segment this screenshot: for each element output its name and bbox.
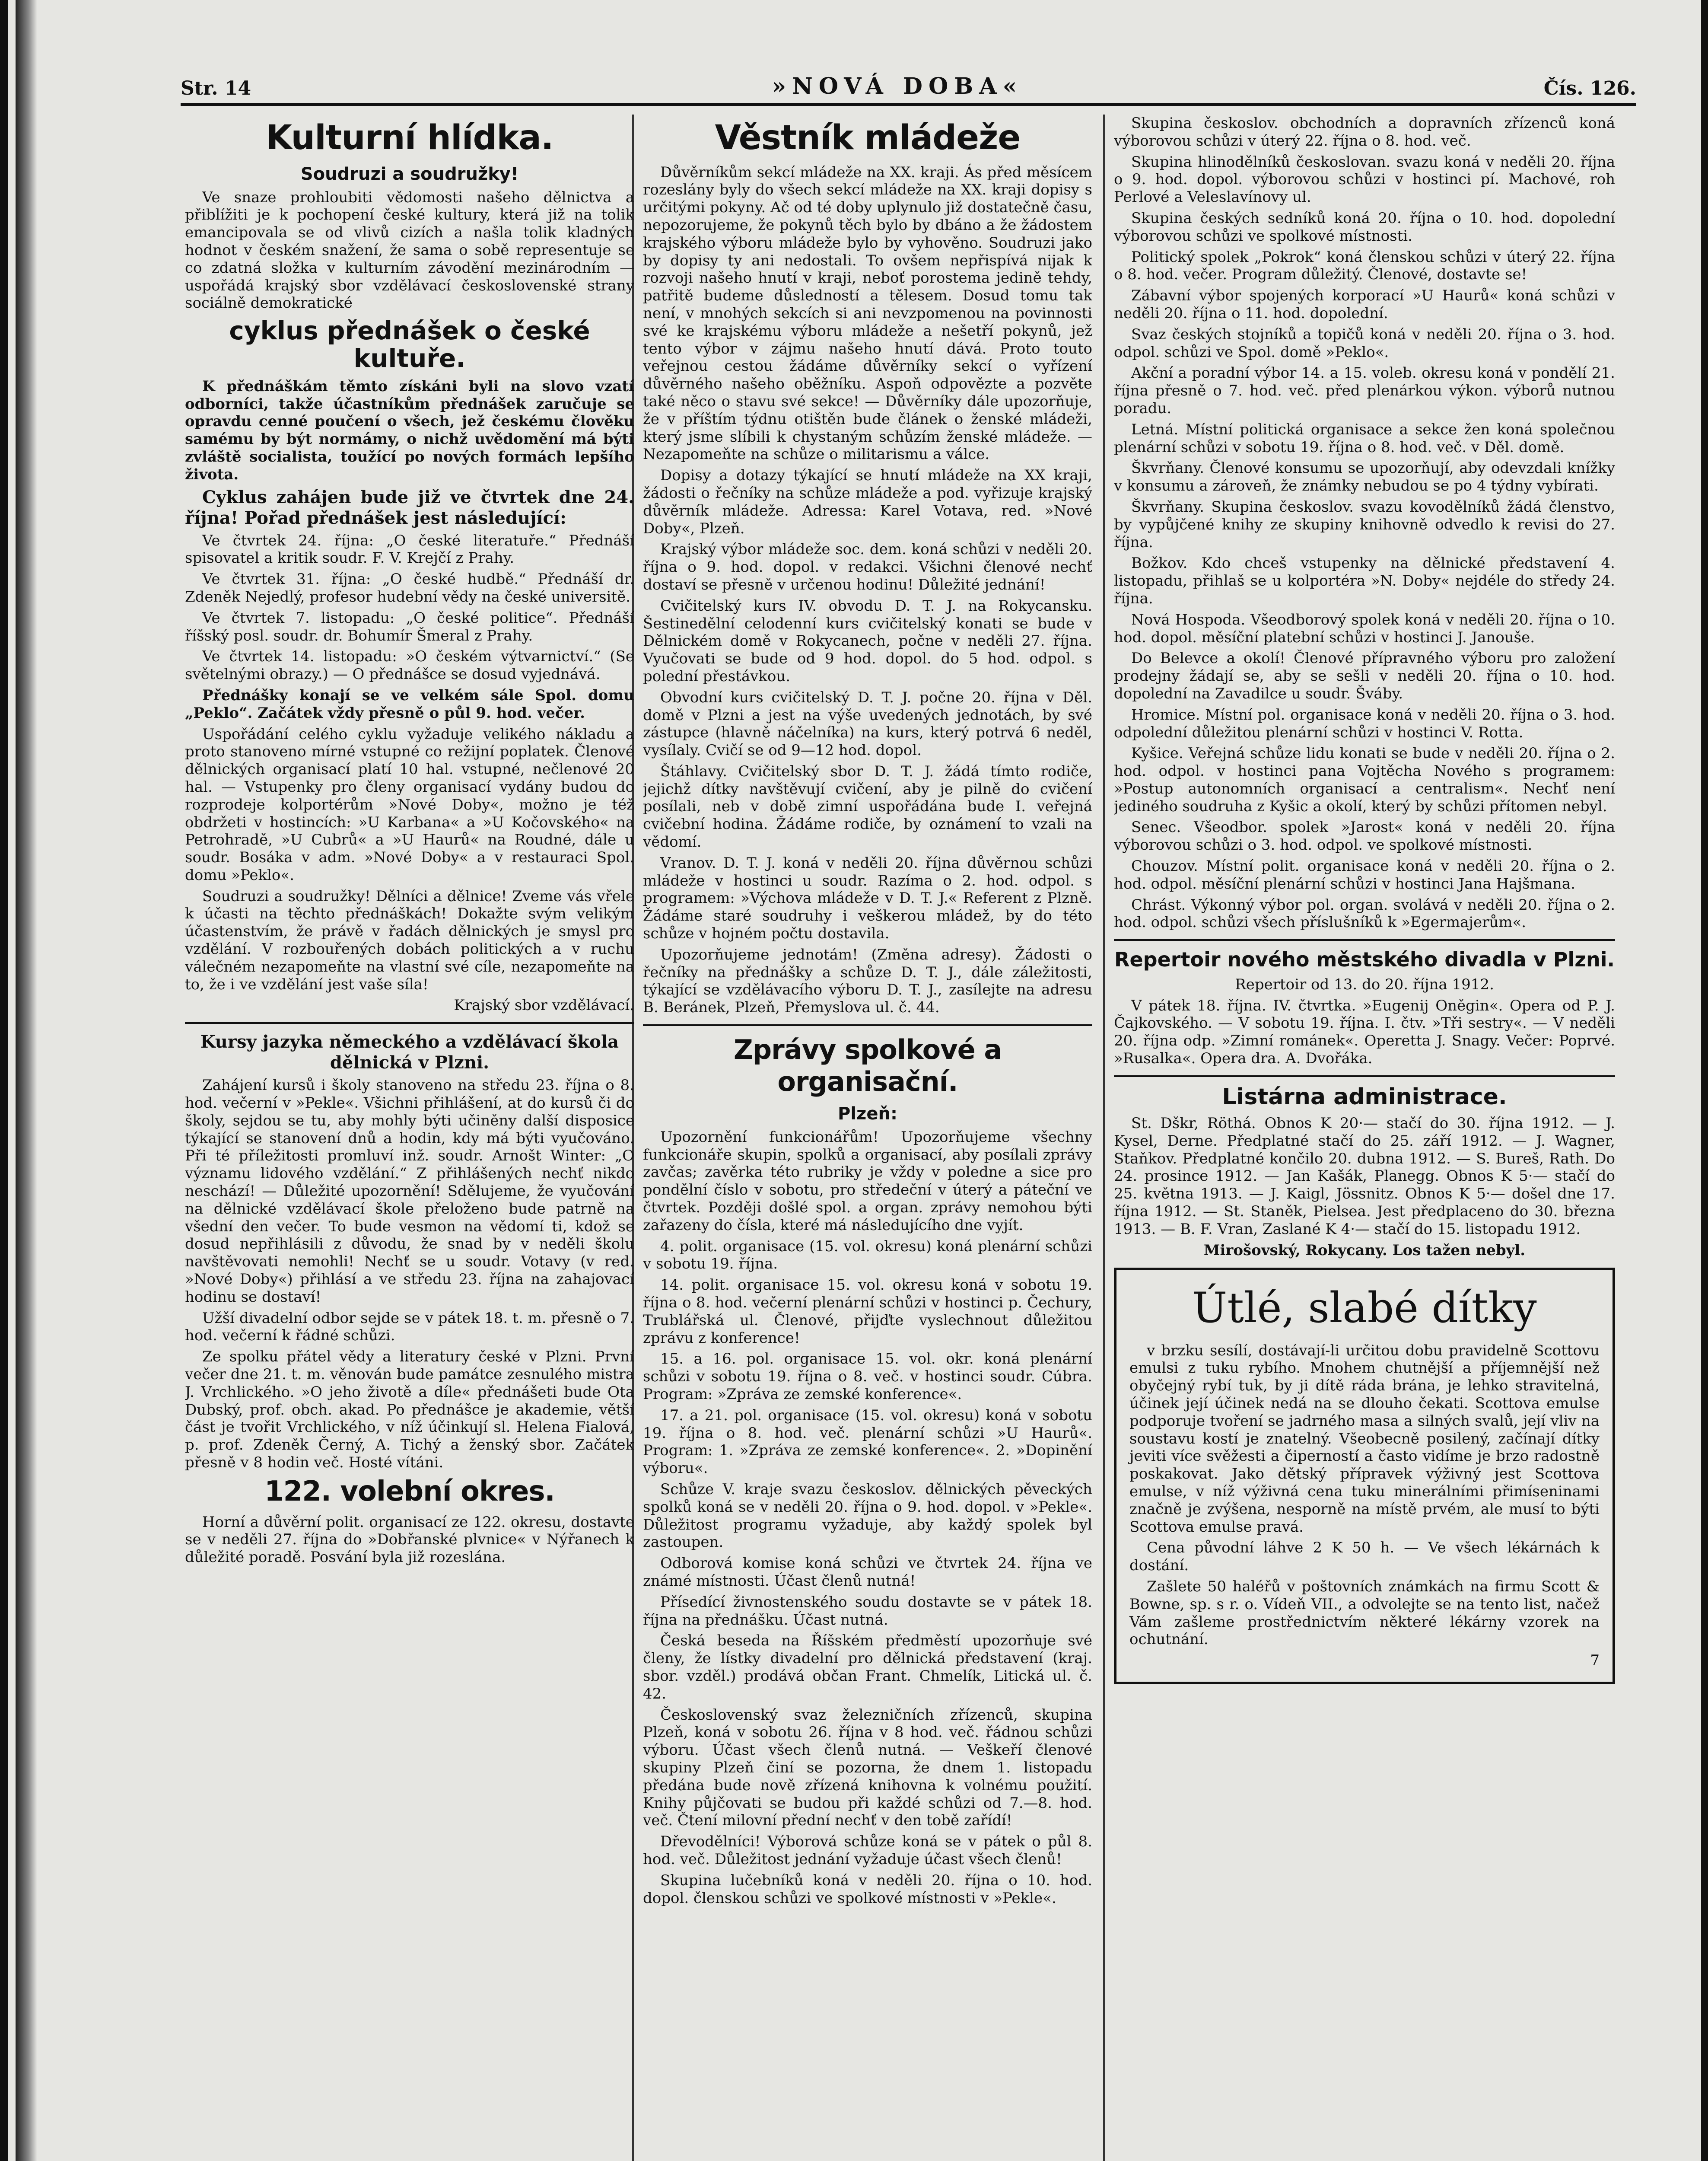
- ad-text: Zašlete 50 haléřů v poštovních známkách na firmu Scott & Bowne, sp. s r. o. Vídeň VII., a odvolejte se na tento list, načež Vám zašleme prostřednictvím některé lékárny vzorek na ochutnání.: [1129, 1578, 1600, 1648]
- paragraph: 15. a 16. pol. organisace 15. vol. okr. koná plenární schůzi v sobotu 19. října o 8. več. v hostinci soudr. Cúbra. Program: »Zpráva ze zemské konference«.: [643, 1350, 1092, 1403]
- subheading-plzen: Plzeň:: [838, 1103, 897, 1124]
- paragraph: Soudruzi a soudružky! Dělníci a dělnice! Zveme vás vřele k účasti na těchto přednáškách! Dokažte svým velikým účastenstvím, že právě v řadách dělnických je smysl pro vzdělání. V rozbouřených dobách politických a v ruchu válečném nezapomeňte na vlastní své cíle, nezapomeňte na to, že i ve vzdělání jest vaše síla!: [185, 887, 634, 993]
- lecture-item: Ve čtvrtek 14. listopadu: »O českém výtvarnictví.“ (Se světelnými obrazy.) — O přednášce se dosud vyjednává.: [185, 648, 634, 683]
- lecture-item: Ve čtvrtek 24. října: „O české literatuře.“ Přednáší spisovatel a kritik soudr. F. V. Krejčí z Prahy.: [185, 532, 634, 567]
- paragraph: Československý svaz železničních zřízenců, skupina Plzeň, koná v sobotu 26. října v 8 hod. več. řádnou schůzi výboru. Účast všech členů nutná. — Veškeří členové skupiny Plzeň činí se pozorna, že dnem 1. listopadu předána bude nově zřízená knihovna k volnému použití. Knihy půjčovati se budou při každé schůzi od 7.—8. hod. več. Čtení milovní přední nechť v den tobě zařídí!: [643, 1706, 1092, 1830]
- heading-listarna: Listárna administrace.: [1222, 1084, 1507, 1110]
- heading-repertoir: Repertoir nového městského divadla v Plzni.: [1114, 948, 1615, 972]
- paragraph: Nová Hospoda. Všeodborový spolek koná v neděli 20. října o 10. hod. dopol. měsíční platební schůzi v hostinci J. Janouše.: [1114, 611, 1615, 646]
- paragraph: Vranov. D. T. J. koná v neděli 20. října důvěrnou schůzi mládeže v hostinci u soudr. Razíma o 2. hod. odpol. s programem: »Výchova mládeže v D. T. J.« Referent z Plzně. Žádáme staré soudruhy i veškerou mládež, by do této schůze v hojném počtu dostavila.: [643, 854, 1092, 943]
- paragraph: 14. polit. organisace 15. vol. okresu koná v sobotu 19. října o 8. hod. večerní plenární schůzi v hostinci p. Čechury, Trublářská ul. Členové, přijďte vyslechnout důležitou zprávu z konference!: [643, 1276, 1092, 1347]
- page-number: Str. 14: [181, 77, 251, 99]
- paragraph: K přednáškám těmto získáni byli na slovo vzatí odborníci, takže účastníkům přednášek zaručuje se opravdu cenné poučení o všech, jež českému člověku samému by být normámy, o nichž uvědomění má býti zvláště socialista, toužící po nových formách lepšího života.: [185, 377, 634, 483]
- divider: [1114, 1075, 1615, 1077]
- newspaper-title: »NOVÁ DOBA«: [772, 73, 1023, 99]
- paragraph: Česká beseda na Říšském předměstí upozorňuje své členy, že lístky divadelní pro dělnická představení (kraj. sbor. vzděl.) prodává občan Frant. Chmelík, Litická ul. č. 42.: [643, 1632, 1092, 1702]
- ad-title: Útlé, slabé dítky: [1192, 1284, 1537, 1332]
- section-title-zpravy-spolkove: Zprávy spolkové a organisační.: [733, 1034, 1002, 1098]
- paragraph: Skupina českoslov. obchodních a dopravních zřízenců koná výborovou schůzi v úterý 22. října o 8. hod. več.: [1114, 115, 1615, 150]
- header-rule: [181, 103, 1636, 106]
- paragraph: Štáhlavy. Cvičitelský sbor D. T. J. žádá tímto rodiče, jejichž dítky navštěvují cvičení, aby je pilně do cvičení posílali, neb v době zimní uspořádána bude I. veřejná cvičební hodina. Žádáme rodiče, by oznámení to vzali na vědomí.: [643, 762, 1092, 851]
- paragraph: Schůze V. kraje svazu českoslov. dělnických pěveckých spolků koná se v neděli 20. října o 9. hod. dopol. v »Pekle«. Důležitost programu vyžaduje, aby každý spolek byl zastoupen.: [643, 1480, 1092, 1551]
- paragraph: Akční a poradní výbor 14. a 15. voleb. okresu koná v pondělí 21. října přesně o 7. hod. več. před plenárkou výkon. výborů nutnou poradu.: [1114, 364, 1615, 417]
- paragraph: Ze spolku přátel vědy a literatury české v Plzni. První večer dne 21. t. m. věnován bude památce zesnulého mistra J. Vrchlického. »O jeho životě a díle« přednášeti bude Ota Dubský, prof. obch. akad. Po přednášce je akademie, větší část je tvořit Vrchlického, v níž účinkují sl. Helena Fialová, p. prof. Zdeněk Černý, A. Tichý a ženský sbor. Začátek přesně v 8 hodin več. Hosté vítáni.: [185, 1348, 634, 1471]
- page-header: [181, 65, 1636, 99]
- ad-text: Cena původní láhve 2 K 50 h. — Ve všech lékárnách k dostání.: [1129, 1539, 1600, 1575]
- column-1: [185, 115, 634, 2161]
- paragraph: Užší divadelní odbor sejde se v pátek 18. t. m. přesně o 7. hod. večerní k řádné schůzi.: [185, 1309, 634, 1345]
- heading-cyklus: cyklus přednášek o české kultuře.: [229, 316, 590, 373]
- paragraph: Chrást. Výkonný výbor pol. organ. svolává v neděli 20. října o 2. hod. odpol. schůzi všech příslušníků k »Egermajerům«.: [1114, 896, 1615, 931]
- paragraph: Důvěrníkům sekcí mládeže na XX. kraji. Ás před měsícem rozeslány byly do všech sekcí mládeže na XX. kraji dopisy s určitými pokyny. Ač od té doby uplynulo již dostatečně času, nepozorujeme, že pokynů těch bylo by dbáno a že žádostem krajského výboru mládeže bylo by vyhověno. Soudruzi jako by dopisy ty ani nedostali. To ovšem nepřispívá nijak k rozvoji našeho hnutí v kraji, neboť porostema jedině tehdy, patřitě budeme důsledností a tělesem. Dosud tomu tak není, v mnohých sekcích si ani nevzpomenou na povinnosti své ke krajskému výboru mládeže a nešetří pokynů, jež tento výbor v zájmu našeho hnutí dává. Proto touto veřejnou cestou žádáme důvěrníky sekcí o vyřízení důvěrného našeho oběžníku. Aspoň odpovězte a pozvěte také něco o stavu své sekce! — Důvěrníky dále upozorňuje, že v příštím týdnu otištěn bude článek o ženské mládeži, který jsme slíbili k chystaným schůzím ženské mládeže. — Nezapomeňte na schůze o militarismu a válce.: [643, 163, 1092, 463]
- paragraph: Uspořádání celého cyklu vyžaduje velikého nákladu a proto stanoveno mírné vstupné co režijní poplatek. Členové dělnických organisací platí 10 hal. vstupné, nečlenové 20 hal. — Vstupenky pro členy organisací vydány budou do rozprodeje kolportérům »Nové Doby«, možno je též obdržeti v hostincích: »U Karbana« a »U Kočovského« na Petrohradě, »U Cubrů« a »U Haurů« na Roudné, dále u soudr. Bosáka v adm. »Nové Doby« a v restauraci Spol. domu »Peklo«.: [185, 725, 634, 884]
- paragraph: Obvodní kurs cvičitelský D. T. J. počne 20. října v Děl. domě v Plzni a jest na výše uvedených jednotách, by své zástupce (hlavně náčelníka) na kurs, který potrvá 6 neděl, vysílaly. Cvičí se od 9—12 hod. dopol.: [643, 688, 1092, 759]
- paragraph: Dopisy a dotazy týkající se hnutí mládeže na XX kraji, žádosti o řečníky na schůze mládeže a pod. vyřizuje krajský důvěrník mládeže. Adressa: Karel Votava, red. »Nové Doby«, Plzeň.: [643, 467, 1092, 537]
- advertisement-scott-emulsion: [1114, 1268, 1615, 1684]
- issue-number: Čís. 126.: [1543, 77, 1636, 99]
- divider: [643, 1024, 1092, 1026]
- repertoir-dates: Repertoir od 13. do 20. října 1912.: [1235, 975, 1494, 993]
- paragraph: Božkov. Kdo chceš vstupenky na dělnické představení 4. listopadu, přihlaš se u kolportéra »N. Doby« nejdéle do středy 24. října.: [1114, 555, 1615, 607]
- paragraph: Senec. Všeodbor. spolek »Jarost« koná v neděli 20. října výborovou schůzi o 3. hod. odpol. ve spolkové místnosti.: [1114, 819, 1615, 854]
- paragraph: Dřevodělníci! Výborová schůze koná se v pátek o půl 8. hod. več. Důležitost jednání vyžaduje účast všech členů!: [643, 1833, 1092, 1868]
- paragraph: Horní a důvěrní polit. organisací ze 122. okresu, dostavte se v neděli 27. října do »Dobřanské plvnice« v Nýřanech k důležité poradě. Posvání byla již rozeslána.: [185, 1513, 634, 1566]
- paragraph: Chouzov. Místní polit. organisace koná v neděli 20. října o 2. hod. odpol. měsíční plenární schůzi v hostinci Jana Hajšmana.: [1114, 857, 1615, 892]
- paragraph: St. Dškr, Röthá. Obnos K 20·— stačí do 30. října 1912. — J. Kysel, Derne. Předplatné stačí do 25. září 1912. — J. Wagner, Staňkov. Předplatné končilo 20. dubna 1912. — S. Bureš, Rath. Do 24. prosince 1912. — Jan Kašák, Planegg. Obnos K 5·— stačí do 25. května 1913. — J. Kaigl, Jössnitz. Obnos K 5·— došel dne 17. října 1912. — St. Staněk, Pielsea. Jest předplaceno do 30. března 1913. — B. F. Vran, Zaslané K 4·— stačí do 15. listopadu 1912.: [1114, 1115, 1615, 1238]
- column-separator: [1103, 115, 1105, 2161]
- paragraph: Letná. Místní politická organisace a sekce žen koná společnou plenární schůzi v sobotu 19. října o 8. hod. več. v Děl. domě.: [1114, 421, 1615, 456]
- heading-kursy: Kursy jazyka německého a vzdělávací škola dělnická v Plzni.: [200, 1032, 619, 1073]
- section-title-kulturni-hlidka: Kulturní hlídka.: [266, 118, 553, 157]
- column-3: [1114, 115, 1615, 2161]
- scan-edge: [16, 0, 37, 2161]
- section-title-vestnik-mladeze: Věstník mládeže: [715, 118, 1021, 157]
- paragraph: Cyklus zahájen bude již ve čtvrtek dne 24. října! Pořad přednášek jest následující:: [185, 487, 634, 528]
- paragraph: Upozorňujeme jednotám! (Změna adresy). Žádosti o řečníky na přednášky a schůze D. T. J., dále záležitosti, týkající se vzdělávacího výboru D. T. J., zasílejte na adresu B. Beránek, Plzeň, Přemyslova ul. č. 44.: [643, 946, 1092, 1017]
- lecture-item: Ve čtvrtek 7. listopadu: „O české politice“. Přednáší říšský posl. soudr. dr. Bohumír Šmeral z Prahy.: [185, 609, 634, 644]
- paragraph: Cvičitelský kurs IV. obvodu D. T. J. na Rokycansku. Šestinedělní celodenní kurs cvičitelský konati se bude v Dělnickém domě v Rokycanech, počne v neděli 27. října. Vyučovati se bude od 9 hod. dopol. do 5 hod. odpol. s polední přestávkou.: [643, 597, 1092, 685]
- column-2: [643, 115, 1092, 2161]
- paragraph: Skupina lučebníků koná v neděli 20. října o 10. hod. dopol. členskou schůzi ve spolkové místnosti v »Pekle«.: [643, 1871, 1092, 1907]
- paragraph: Skupina českých sedníků koná 20. října o 10. hod. dopolední výborovou schůzi ve spolkové místnosti.: [1114, 209, 1615, 245]
- paragraph: Zahájení kursů i školy stanoveno na středu 23. října o 8. hod. večerní v »Pekle«. Všichni přihlášení, at do kursů či do školy, sejdou se tu, aby mohly býti učiněny další disposice týkající se stanovení dnů a hodin, kdy má býti vyučováno. Při té příležitosti promluví inž. soudr. Arnošt Winter: „O významu lidového vzdělání.“ Z přihlášených nechť nikdo neschází! — Důležité upozornění! Sdělujeme, že vyučování na dělnické vzdělávací škole přeloženo bude patrně na všední den večer. To bude vesmon na vědomí ti, kdož se dosud nepřihlásili z důvodu, že snad by v neděli školu navštěvovati nemohli! Nechť se u soudr. Votavy (v red. »Nové Doby«) přihlásí a ve středu 23. října na zahajovací hodinu se dostaví!: [185, 1077, 634, 1306]
- paragraph: Krajský výbor mládeže soc. dem. koná schůzi v neděli 20. října o 9. hod. dopol. v redakci. Všichni členové nechť dostaví se přesně v určenou hodinu! Důležité jednání!: [643, 541, 1092, 593]
- paragraph: Svaz českých stojníků a topičů koná v neděli 20. října o 3. hod. odpol. schůzi ve Spol. domě »Peklo«.: [1114, 325, 1615, 361]
- paragraph: Hromice. Místní pol. organisace koná v neděli 20. října o 3. hod. odpolední důležitou plenární schůzi v hostinci V. Rotta.: [1114, 706, 1615, 741]
- paragraph: 4. polit. organisace (15. vol. okresu) koná plenární schůzi v sobotu 19. října.: [643, 1237, 1092, 1273]
- heading-volebni-okres: 122. volební okres.: [264, 1475, 555, 1508]
- paragraph: Zábavní výbor spojených korporací »U Haurů« koná schůzi v neděli 20. října o 11. hod. dopolední.: [1114, 287, 1615, 322]
- paragraph: V pátek 18. října. IV. čtvrtka. »Eugenij Oněgin«. Opera od P. J. Čajkovského. — V sobotu 19. října. I. čtv. »Tři sestry«. — V neděli 20. října odp. »Zimní románek«. Operetta J. Snagy. Večer: Poprvé. »Rusalka«. Opera dra. A. Dvořáka.: [1114, 997, 1615, 1068]
- paragraph: Mirošovský, Rokycany. Los tažen nebyl.: [1203, 1241, 1526, 1259]
- divider: [185, 1022, 634, 1024]
- paragraph: Kyšice. Veřejná schůze lidu konati se bude v neděli 20. října o 2. hod. odpol. v hostinci pana Vojtěcha Nového s programem: »Postup autonomních organisací a centralism«. Nechť není jediného soudruha z Kyšic a okolí, který by schůzi přítomen nebyl.: [1114, 745, 1615, 815]
- ad-text: v brzku sesílí, dostávají-li určitou dobu pravidelně Scottovu emulsi z tuku rybího. Mnohem chutnější a příjemnější než obyčejný rybí tuk, by ji dítě ráda brána, je lehko stravitelná, účinek její účinek nedá na se dlouho čekati. Scottova emulse podporuje tvoření se jadrného masa a silných svalů, její vliv na soustavu kostí je znatelný. Všeobecně posilený, začínají dítky jeviti více svěžesti a čiperností a často vidíme je brzo radostně poskakovat. Jako dětský přípravek výživný jest Scottova emulse, v níž výživná cena tuku minerálními přimíseninami značně je zvýšena, nesporně na místě prvém, ale musí to býti Scottova emulse pravá.: [1129, 1342, 1600, 1536]
- ad-number: 7: [1590, 1652, 1600, 1670]
- paragraph: Odborová komise koná schůzi ve čtvrtek 24. října ve známé místnosti. Účast členů nutná!: [643, 1555, 1092, 1590]
- paragraph: Ve snaze prohloubiti vědomosti našeho dělnictva a přiblížiti je k pochopení české kultury, která již na tolik emancipovala se od vlivů cizích a našla tolik kladných hodnot v českém snažení, že sama o sobě representuje se co zdatná složka v kulturním závodění mezinárodním — uspořádá krajský sbor vzdělávací československé strany sociálně demokratické: [185, 188, 634, 312]
- paragraph: Škvrňany. Členové konsumu se upozorňují, aby odevzdali knížky v konsumu a zároveň, že známky nebudou se po 4 týdny vybírati.: [1114, 459, 1615, 495]
- paragraph: Politický spolek „Pokrok“ koná členskou schůzi v úterý 22. října o 8. hod. večer. Program důležitý. Členové, dostavte se!: [1114, 248, 1615, 284]
- lecture-item: Ve čtvrtek 31. října: „O české hudbě.“ Přednáší dr. Zdeněk Nejedlý, profesor hudební vědy na české universitě.: [185, 571, 634, 606]
- paragraph: Přísedící živnostenského soudu dostavte se v pátek 18. října na přednášku. Účast nutná.: [643, 1593, 1092, 1629]
- paragraph: 17. a 21. pol. organisace (15. vol. okresu) koná v sobotu 19. října o 8. hod. več. plenární schůzi »U Haurů«. Program: 1. »Zpráva ze zemské konference«. 2. »Dopinění výboru«.: [643, 1406, 1092, 1477]
- paragraph: Škvrňany. Skupina českoslov. svazu kovodělníků žádá členstvo, by vypůjčené knihy ze skupiny knihovně odvedlo k revisi do 27. října.: [1114, 498, 1615, 551]
- paragraph: Upozornění funkcionářům! Upozorňujeme všechny funkcionáře skupin, spolků a organisací, aby posílali zprávy zavčas; zavěrka této rubriky je vždy v poledne a sice pro pondělní číslo v sobotu, pro středeční v úterý a páteční ve čtvrtek. Později došlé spol. a organ. zprávy nemohou býti zařazeny do čísla, které má následujícího dne vyjít.: [643, 1128, 1092, 1234]
- signature: Krajský sbor vzdělávací.: [454, 997, 634, 1014]
- paragraph: Skupina hlinodělníků českoslovan. svazu koná v neděli 20. října o 9. hod. dopol. výborovou schůzi v hostinci pí. Machové, roh Perlové a Veleslavínovy ul.: [1114, 153, 1615, 206]
- divider: [1114, 939, 1615, 941]
- paragraph: Přednášky konají se ve velkém sále Spol. domu „Peklo“. Začátek vždy přesně o půl 9. hod. večer.: [185, 686, 634, 722]
- paragraph: Do Belevce a okolí! Členové přípravného výboru pro založení prodejny žádají se, aby se sešli v neděli 20. října o 10. hod. dopolední na Zavadilce u soudr. Šváby.: [1114, 650, 1615, 702]
- salutation: Soudruzi a soudružky!: [300, 164, 519, 184]
